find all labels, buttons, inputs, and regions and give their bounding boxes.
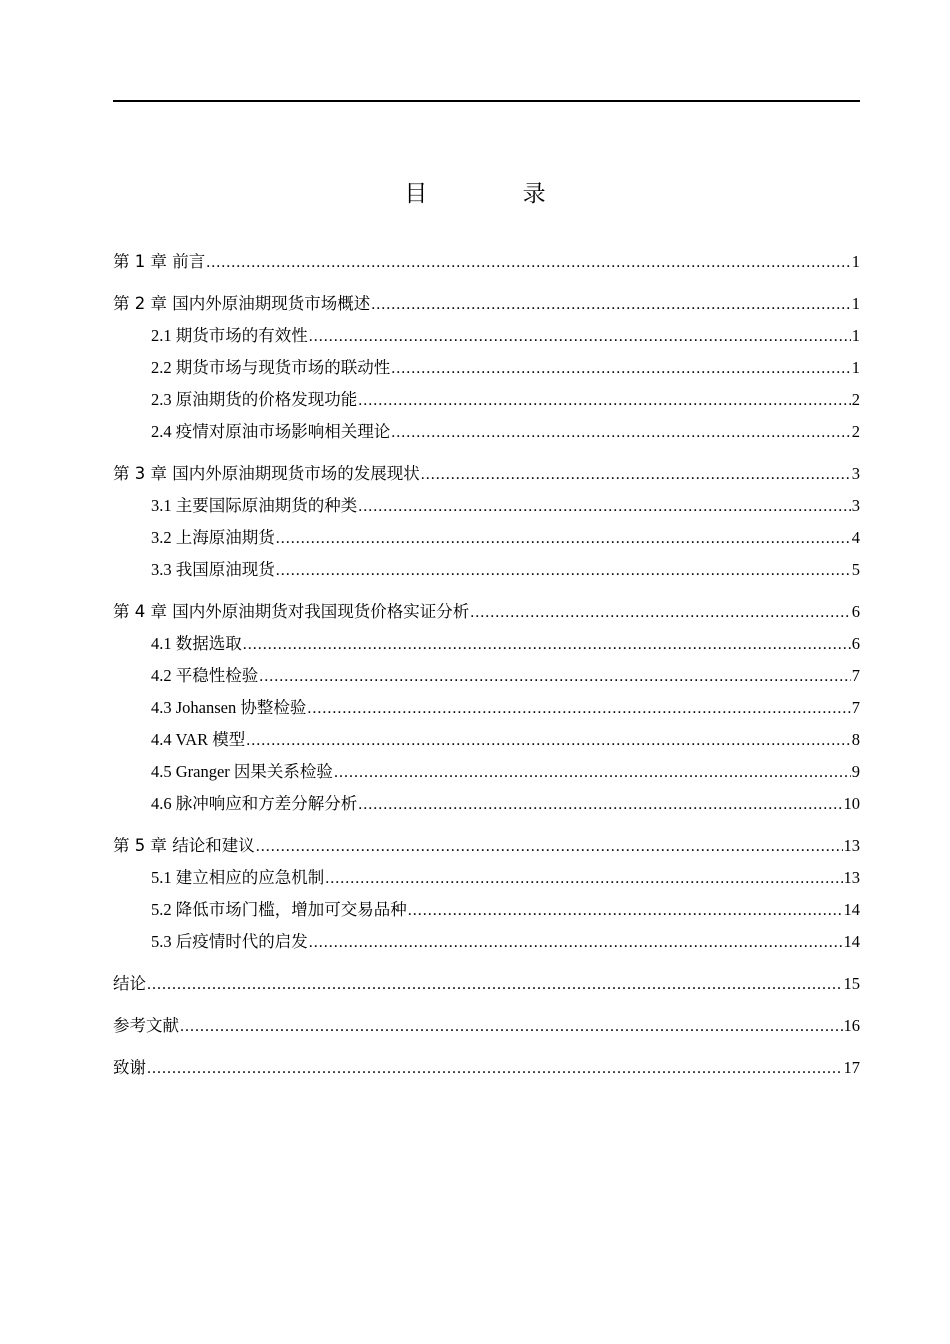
toc-section-entry[interactable] [113, 788, 860, 820]
toc-page-number: 13 [843, 868, 860, 887]
toc-entry-label: 5.1 建立相应的应急机制 [151, 868, 325, 887]
toc-entry-label: 4.4 VAR 模型 [151, 730, 246, 749]
toc-section-entry[interactable] [113, 660, 860, 692]
toc-page-number: 1 [851, 294, 860, 313]
toc-leader-dots [309, 927, 843, 958]
toc-chapter-entry[interactable] [113, 830, 860, 862]
toc-section-entry[interactable] [113, 628, 860, 660]
toc-chapter-entry[interactable] [113, 968, 860, 1000]
toc-entry-label: 3.1 主要国际原油期货的种类 [151, 496, 358, 515]
toc-page-number: 14 [843, 932, 860, 951]
toc-page-number: 1 [851, 252, 860, 271]
toc-section-entry[interactable] [113, 320, 860, 352]
table-of-contents [113, 246, 860, 1084]
toc-leader-dots [371, 289, 851, 320]
toc-entry-label: 参考文献 [113, 1016, 179, 1035]
toc-leader-dots [307, 693, 850, 724]
toc-page-number: 4 [851, 528, 860, 547]
toc-page-number: 2 [851, 422, 860, 441]
page-title: 目 录 [404, 181, 590, 207]
toc-leader-dots [358, 385, 851, 416]
toc-leader-dots [206, 247, 851, 278]
toc-leader-dots [358, 491, 851, 522]
toc-leader-dots [358, 789, 842, 820]
toc-entry-label: 2.4 疫情对原油市场影响相关理论 [151, 422, 391, 441]
toc-leader-dots [470, 597, 851, 628]
toc-leader-dots [408, 895, 843, 926]
toc-page-number: 1 [851, 326, 860, 345]
toc-page-number: 7 [851, 666, 860, 685]
toc-entry-label: 5.3 后疫情时代的启发 [151, 932, 308, 951]
toc-leader-dots [147, 1053, 843, 1084]
toc-entry-label: 第 1 章 前言 [113, 252, 206, 271]
toc-page-number: 2 [851, 390, 860, 409]
toc-page-number: 8 [851, 730, 860, 749]
toc-leader-dots [334, 757, 851, 788]
toc-page-number: 13 [843, 836, 860, 855]
toc-entry-label: 4.5 Granger 因果关系检验 [151, 762, 333, 781]
toc-entry-label: 2.2 期货市场与现货市场的联动性 [151, 358, 391, 377]
toc-leader-dots [309, 321, 851, 352]
toc-section-entry[interactable] [113, 384, 860, 416]
toc-chapter-entry[interactable] [113, 1052, 860, 1084]
toc-page-number: 10 [843, 794, 860, 813]
toc-section-entry[interactable] [113, 724, 860, 756]
toc-entry-label: 4.1 数据选取 [151, 634, 242, 653]
toc-page-number: 17 [843, 1058, 860, 1077]
toc-entry-label: 致谢 [113, 1058, 146, 1077]
toc-page-number: 5 [851, 560, 860, 579]
toc-page-number: 1 [851, 358, 860, 377]
toc-section-entry[interactable] [113, 522, 860, 554]
toc-entry-label: 2.3 原油期货的价格发现功能 [151, 390, 358, 409]
toc-page-number: 3 [851, 464, 860, 483]
toc-section-entry[interactable] [113, 490, 860, 522]
toc-chapter-entry[interactable] [113, 288, 860, 320]
toc-entry-label: 第 2 章 国内外原油期现货市场概述 [113, 294, 371, 313]
toc-leader-dots [391, 353, 851, 384]
toc-entry-label: 2.1 期货市场的有效性 [151, 326, 308, 345]
toc-chapter-entry[interactable] [113, 1010, 860, 1042]
toc-leader-dots [256, 831, 843, 862]
toc-page-number: 3 [851, 496, 860, 515]
toc-page-number: 6 [851, 602, 860, 621]
toc-section-entry[interactable] [113, 416, 860, 448]
toc-section-entry[interactable] [113, 352, 860, 384]
toc-section-entry[interactable] [113, 554, 860, 586]
toc-leader-dots [276, 555, 851, 586]
toc-chapter-entry[interactable] [113, 458, 860, 490]
toc-section-entry[interactable] [113, 862, 860, 894]
toc-chapter-entry[interactable] [113, 246, 860, 278]
toc-entry-label: 结论 [113, 974, 146, 993]
toc-page-number: 15 [843, 974, 860, 993]
toc-leader-dots [259, 661, 851, 692]
toc-section-entry[interactable] [113, 692, 860, 724]
toc-entry-label: 第 4 章 国内外原油期货对我国现货价格实证分析 [113, 602, 470, 621]
header-rule [113, 100, 860, 102]
toc-leader-dots [421, 459, 851, 490]
toc-page-number: 6 [851, 634, 860, 653]
toc-page-number: 16 [843, 1016, 860, 1035]
toc-section-entry[interactable] [113, 756, 860, 788]
toc-page-number: 9 [851, 762, 860, 781]
toc-section-entry[interactable] [113, 894, 860, 926]
toc-entry-label: 4.2 平稳性检验 [151, 666, 259, 685]
toc-leader-dots [391, 417, 851, 448]
toc-leader-dots [276, 523, 851, 554]
toc-entry-label: 4.6 脉冲响应和方差分解分析 [151, 794, 358, 813]
toc-entry-label: 第 3 章 国内外原油期现货市场的发展现状 [113, 464, 420, 483]
toc-section-entry[interactable] [113, 926, 860, 958]
toc-leader-dots [180, 1011, 843, 1042]
toc-chapter-entry[interactable] [113, 596, 860, 628]
toc-entry-label: 3.3 我国原油现货 [151, 560, 275, 579]
toc-entry-label: 4.3 Johansen 协整检验 [151, 698, 307, 717]
toc-page-number: 7 [851, 698, 860, 717]
toc-entry-label: 3.2 上海原油期货 [151, 528, 275, 547]
toc-leader-dots [246, 725, 850, 756]
toc-page-number: 14 [843, 900, 860, 919]
toc-leader-dots [325, 863, 842, 894]
toc-entry-label: 5.2 降低市场门槛，增加可交易品种 [151, 900, 407, 919]
toc-leader-dots [147, 969, 843, 1000]
toc-entry-label: 第 5 章 结论和建议 [113, 836, 255, 855]
toc-leader-dots [243, 629, 851, 660]
